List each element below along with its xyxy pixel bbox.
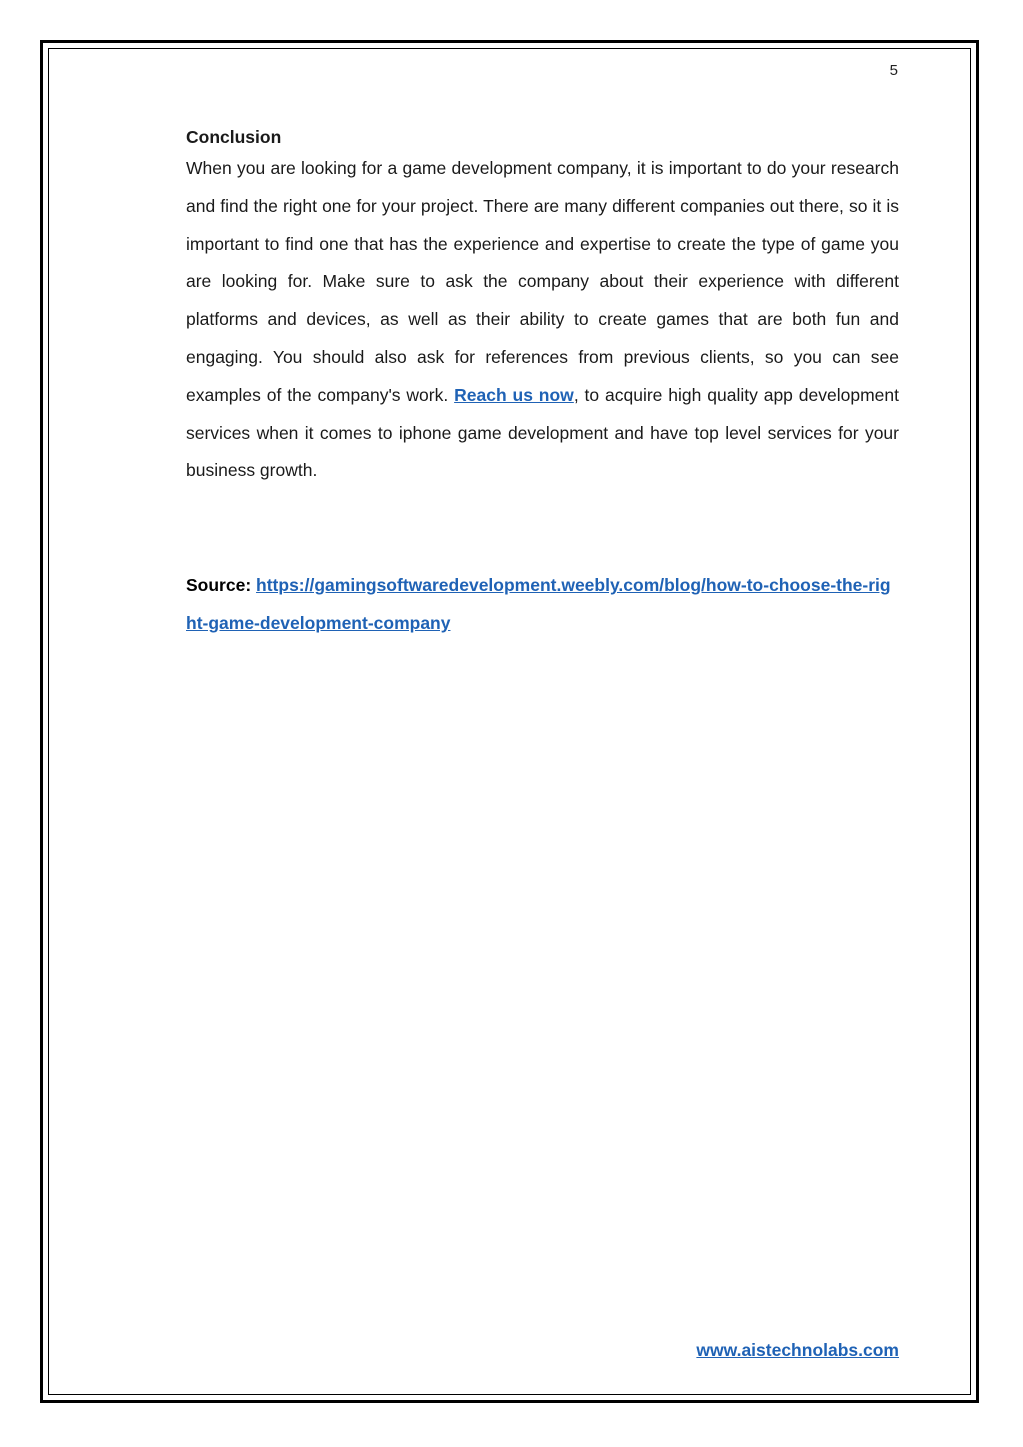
source-url-link[interactable]: https://gamingsoftwaredevelopment.weebly.com/blog/how-to-choose-the-right-game-development-company <box>186 575 891 633</box>
source-block <box>186 567 899 643</box>
footer-website-link[interactable]: www.aistechnolabs.com <box>696 1340 899 1360</box>
page-number: 5 <box>889 62 898 79</box>
reach-us-now-link[interactable]: Reach us now <box>454 384 574 405</box>
conclusion-heading: Conclusion <box>186 127 282 147</box>
document-content <box>186 124 899 643</box>
conclusion-text-start: When you are looking for a game development company, it is important to do your research and find the right one for your project. There are many different companies out there, so it is important to find one that has the experience and expertise to create the type of game you are looking for. Make sure to ask the company about their experience with different platforms and devices, as well as their ability to create games that are both fun and engaging. You should also ask for references from previous clients, so you can see examples of the company's work. <box>186 158 899 405</box>
conclusion-paragraph <box>186 150 899 490</box>
conclusion-text-end: , to acquire high quality app development services when it comes to iphone game development and have top level services for your business growth. <box>186 384 899 481</box>
source-label: Source: <box>186 575 252 596</box>
